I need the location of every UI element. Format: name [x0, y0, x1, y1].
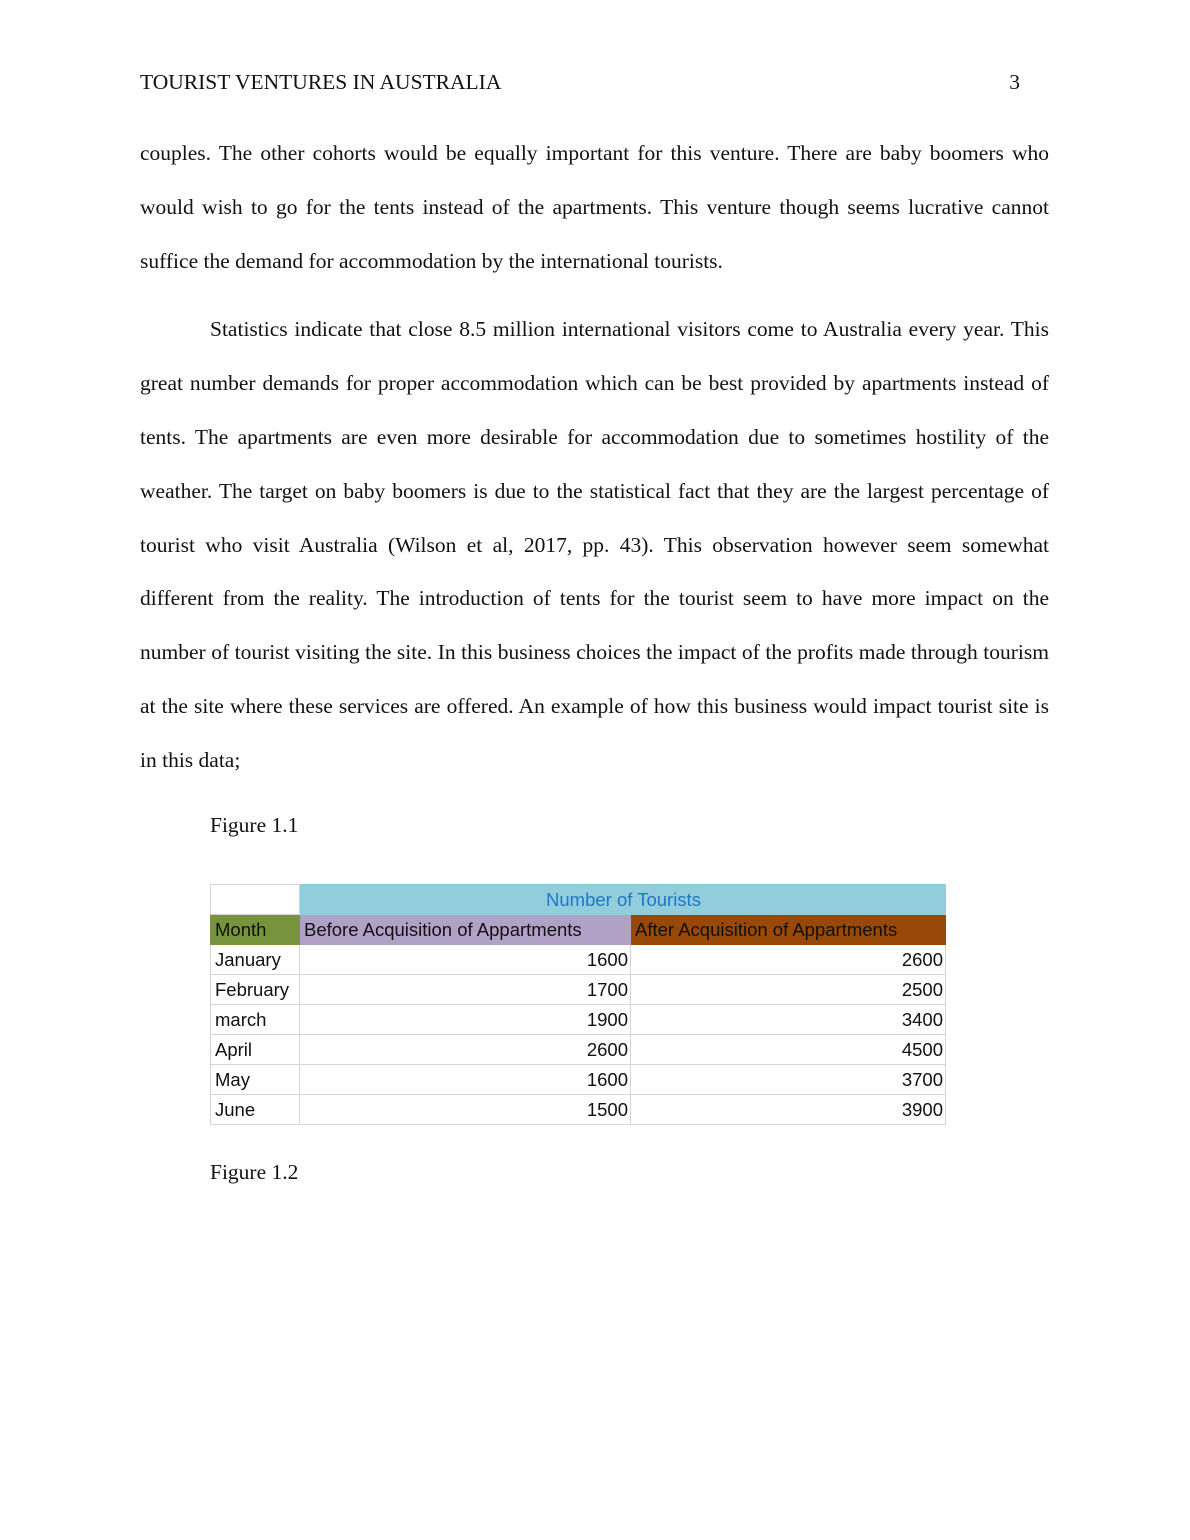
table-row: [211, 1095, 946, 1125]
table-row: [211, 945, 946, 975]
table-row: [211, 975, 946, 1005]
figure-label: Figure 1.2: [210, 1160, 299, 1184]
empty-corner-cell: [211, 885, 300, 915]
cell-month: march: [211, 1005, 300, 1035]
cell-before: 1700: [300, 975, 631, 1005]
paragraph: Statistics indicate that close 8.5 million international visitors come to Australia every year. This great number demands for proper accommodation which can be best provided by apartments instead of tents. The apartments are even more desirable for accommodation due to sometimes hostility of the weather. The target on baby boomers is due to the statistical fact that they are the largest percentage of tourist who visit Australia (Wilson et al, 2017, pp. 43). This observation however seem somewhat different from the reality. The introduction of tents for the tourist seem to have more impact on the number of tourist visiting the site. In this business choices the impact of the profits made through tourism at the site where these services are offered. An example of how this business would impact tourist site is in this data;: [140, 317, 1049, 772]
page-header: [140, 70, 1020, 100]
header-after: After Acquisition of Appartments: [631, 915, 946, 945]
cell-before: 1600: [300, 1065, 631, 1095]
cell-month: June: [211, 1095, 300, 1125]
cell-after: 3900: [631, 1095, 946, 1125]
header-month: Month: [211, 915, 300, 945]
cell-before: 1900: [300, 1005, 631, 1035]
cell-after: 2600: [631, 945, 946, 975]
cell-month: April: [211, 1035, 300, 1065]
document-body: [140, 127, 1049, 788]
cell-after: 3400: [631, 1005, 946, 1035]
running-title: TOURIST VENTURES IN AUSTRALIA: [140, 70, 502, 94]
table-row: [211, 1035, 946, 1065]
group-header-cell: Number of Tourists: [300, 885, 946, 915]
table-row: [211, 1005, 946, 1035]
table-header-row: [211, 915, 946, 945]
figure-label: Figure 1.1: [210, 813, 299, 837]
cell-after: 4500: [631, 1035, 946, 1065]
cell-month: May: [211, 1065, 300, 1095]
paragraph: couples. The other cohorts would be equally important for this venture. There are baby boomers who would wish to go for the tents instead of the apartments. This venture though seems lucrative cannot suffice the demand for accommodation by the international tourists.: [140, 141, 1049, 273]
cell-month: February: [211, 975, 300, 1005]
cell-after: 3700: [631, 1065, 946, 1095]
cell-after: 2500: [631, 975, 946, 1005]
cell-month: January: [211, 945, 300, 975]
table-row: [211, 1065, 946, 1095]
header-before: Before Acquisition of Appartments: [300, 915, 631, 945]
cell-before: 2600: [300, 1035, 631, 1065]
cell-before: 1600: [300, 945, 631, 975]
table-group-header-row: [211, 885, 946, 915]
tourists-table: [210, 884, 946, 1125]
cell-before: 1500: [300, 1095, 631, 1125]
page-number: 3: [1009, 70, 1020, 94]
